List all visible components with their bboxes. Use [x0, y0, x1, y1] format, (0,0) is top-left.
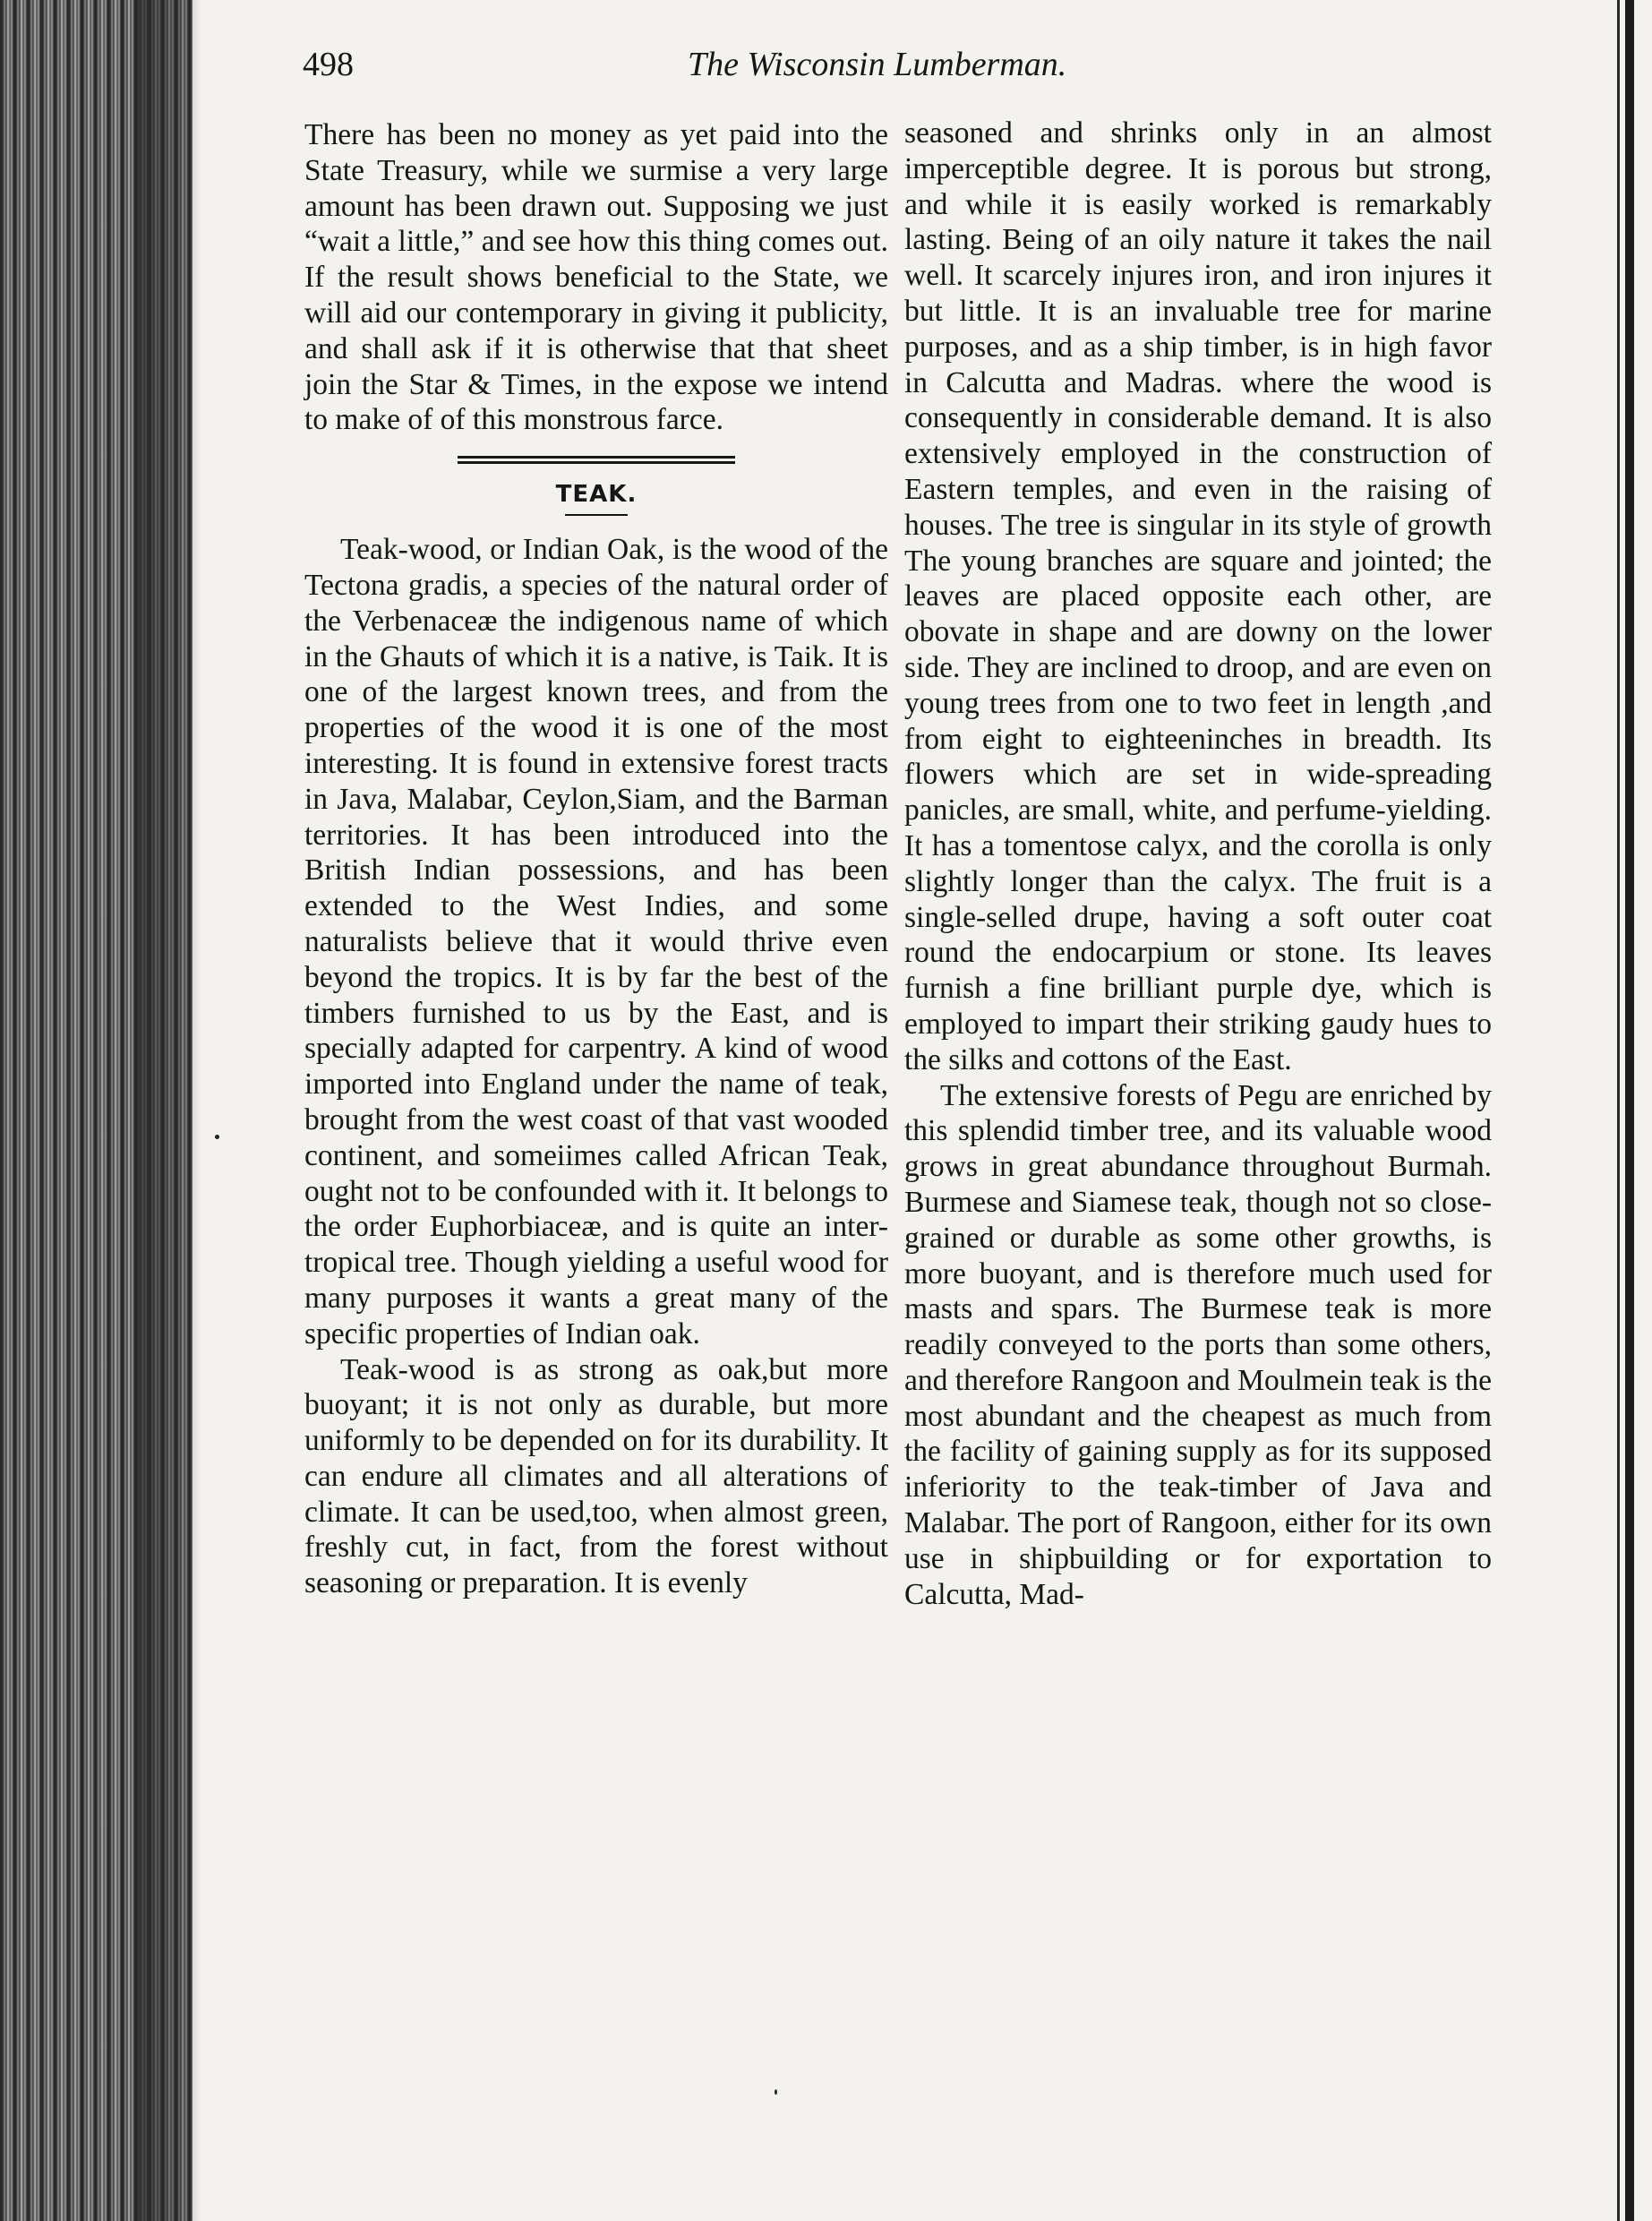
left-column [304, 117, 888, 1601]
page-header [303, 45, 1498, 90]
double-rule-divider [458, 456, 735, 464]
paper-speck [775, 2089, 777, 2095]
paper-speck [215, 1135, 219, 1139]
right-column [904, 116, 1492, 1612]
intro-paragraph: There has been no money as yet paid into the State Treasury, while we surmise a very large amount has been drawn out. Supposing we just “wait a little,” and see how this thing comes out. If the result shows beneficial to the State, we will aid our contemporary in giving it publicity, and shall ask if it is otherwise that that sheet join the Star & Times, in the expose we intend to make of of this monstrous farce. [304, 118, 888, 437]
article-paragraph: Teak-wood is as strong as oak,but more buoyant; it is not only as durable, but more uniformly to be depended on for its durability. It can endure all climates and all alterations of climate. It can be used,too, when almost green, freshly cut, in fact, from the forest without seasoning or preparation. It is evenly [304, 1352, 888, 1600]
page-edge-line [1617, 0, 1620, 2221]
article-paragraph: Teak-wood, or Indian Oak, is the wood of the Tectona gradis, a species of the natural order of the Verbenaceæ the indigenous name of which in the Ghauts of which it is a native, is Taik. It is one of the largest known trees, and from the properties of the wood it is one of the most interesting. It is found in extensive forest tracts in Java, Malabar, Ceylon,Siam, and the Barman territories. It has been introduced into the British Indian possessions, and has been extended to the West Indies, and some naturalists believe that it would thrive even beyond the tropics. It is by far the best of the timbers furnished to us by the East, and is specially adapted for carpentry. A kind of wood imported into England under the name of teak, brought from the west coast of that vast wooded continent, and someiimes called African Teak, ought not to be confounded with it. It belongs to the order Euphorbiaceæ, and is quite an inter-tropical tree. Though yielding a useful wood for many purposes it wants a great many of the specific properties of Indian oak. [304, 533, 888, 1351]
gutter-shadow [134, 0, 201, 2221]
article-paragraph: The extensive forests of Pegu are enriched by this splendid timber tree, and its valuable wood grows in great abundance throughout Burmah. Burmese and Siamese teak, though not so close-grained or durable as some other growths, is more buoyant, and is therefore much used for masts and spars. The Burmese teak is more readily conveyed to the ports than some others, and therefore Rangoon and Moulmein teak is the most abundant and the cheapest as much from the facility of gaining supply as for its supposed inferiority to the teak-timber of Java and Malabar. The port of Rangoon, either for its own use in shipbuilding or for exportation to Calcutta, Mad- [904, 1078, 1492, 1611]
article-paragraph: seasoned and shrinks only in an almost imperceptible degree. It is porous but strong, and while it is easily worked is remarkably lasting. Being of an oily nature it takes the nail well. It scarcely injures iron, and iron injures it but little. It is an invaluable tree for marine purposes, and as a ship timber, is in high favor in Calcutta and Madras. where the wood is consequently in considerable demand. It is also extensively employed in the construction of Eastern temples, and even in the raising of houses. The tree is singular in its style of growth The young branches are square and jointed; the leaves are placed opposite each other, are obovate in shape and are downy on the lower side. They are inclined to droop, and are even on young trees from one to two feet in length ,and from eight to eighteeninches in breadth. Its flowers which are set in wide-spreading panicles, are small, white, and perfume-yielding. It has a tomentose calyx, and the corolla is only slightly longer than the calyx. The fruit is a single-selled drupe, having a soft outer coat round the endocarpium or stone. Its leaves furnish a fine brilliant purple dye, which is employed to impart their striking gaudy hues to the silks and cottons of the East. [904, 116, 1492, 1076]
section-title: TEAK. [555, 481, 638, 509]
page-number: 498 [303, 46, 354, 83]
running-title: The Wisconsin Lumberman. [688, 46, 1067, 83]
page-edge-rule [1625, 0, 1634, 2221]
title-underline [565, 514, 628, 516]
